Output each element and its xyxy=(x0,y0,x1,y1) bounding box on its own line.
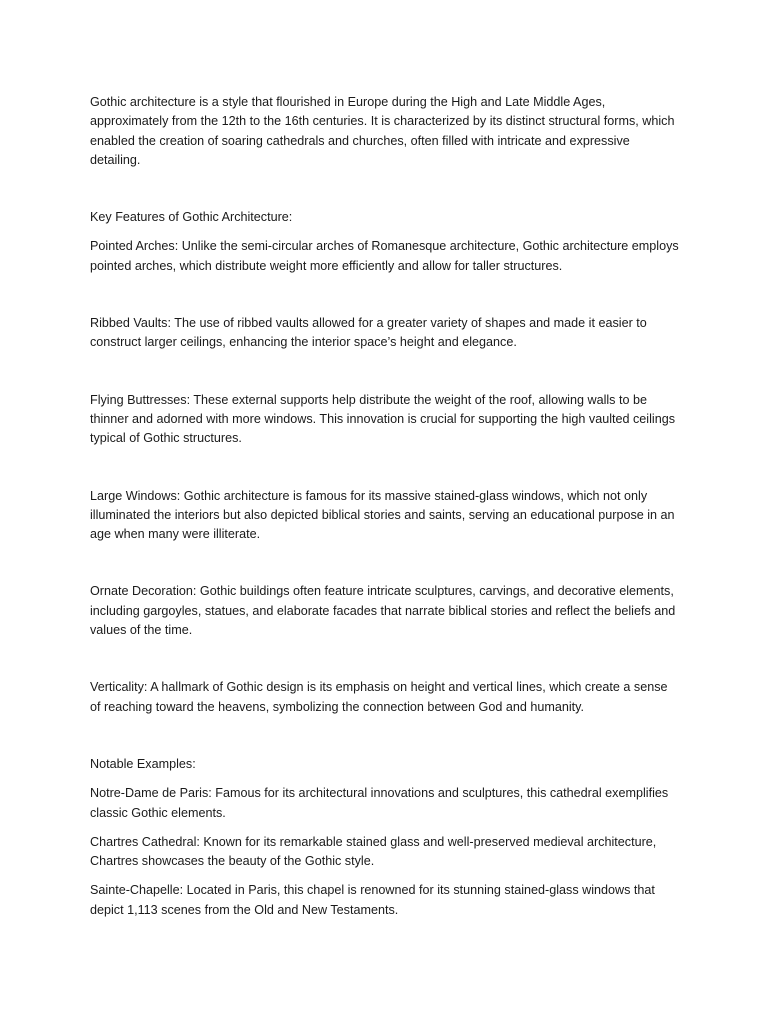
feature-paragraph-flying-buttresses: Flying Buttresses: These external supports help distribute the weight of the roof, allowing walls to be thinner and adorned with more windows. This innovation is crucial for supporting the high vaulted ceilings typical of Gothic structures. xyxy=(90,392,676,446)
key-features-heading: Key Features of Gothic Architecture: xyxy=(90,210,293,225)
example-paragraph-notre-dame: Notre-Dame de Paris: Famous for its architectural innovations and sculptures, this cathedral exemplifies classic Gothic elements. xyxy=(90,786,669,820)
feature-paragraph-ribbed-vaults: Ribbed Vaults: The use of ribbed vaults allowed for a greater variety of shapes and made it easier to construct larger ceilings, enhancing the interior space’s height and elegance. xyxy=(90,316,647,350)
feature-paragraph-pointed-arches: Pointed Arches: Unlike the semi-circular arches of Romanesque architecture, Gothic architecture employs pointed arches, which distribute weight more efficiently and allow for taller structures. xyxy=(90,239,679,273)
feature-paragraph-verticality: Verticality: A hallmark of Gothic design is its emphasis on height and vertical lines, which create a sense of reaching toward the heavens, symbolizing the connection between God and humanity. xyxy=(90,680,668,714)
notable-examples-heading: Notable Examples: xyxy=(90,756,196,771)
document-body xyxy=(90,93,680,930)
example-paragraph-chartres: Chartres Cathedral: Known for its remarkable stained glass and well-preserved medieval architecture, Chartres showcases the beauty of the Gothic style. xyxy=(90,834,657,869)
example-paragraph-sainte-chapelle: Sainte-Chapelle: Located in Paris, this chapel is renowned for its stunning stained-glass windows that depict 1,113 scenes from the Old and New Testaments. xyxy=(90,883,655,917)
feature-paragraph-ornate-decoration: Ornate Decoration: Gothic buildings often feature intricate sculptures, carvings, and decorative elements, including gargoyles, statues, and elaborate facades that narrate biblical stories and reflect the beliefs and values of the time. xyxy=(90,584,676,638)
intro-paragraph: Gothic architecture is a style that flourished in Europe during the High and Late Middle Ages, approximately from the 12th to the 16th centuries. It is characterized by its distinct structural forms, which enabled the creation of soaring cathedrals and churches, often filled with intricate and expressive detailing. xyxy=(90,95,675,167)
feature-paragraph-large-windows: Large Windows: Gothic architecture is famous for its massive stained-glass windows, which not only illuminated the interiors but also depicted biblical stories and saints, serving an educational purpose in an age when many were illiterate. xyxy=(90,488,675,542)
